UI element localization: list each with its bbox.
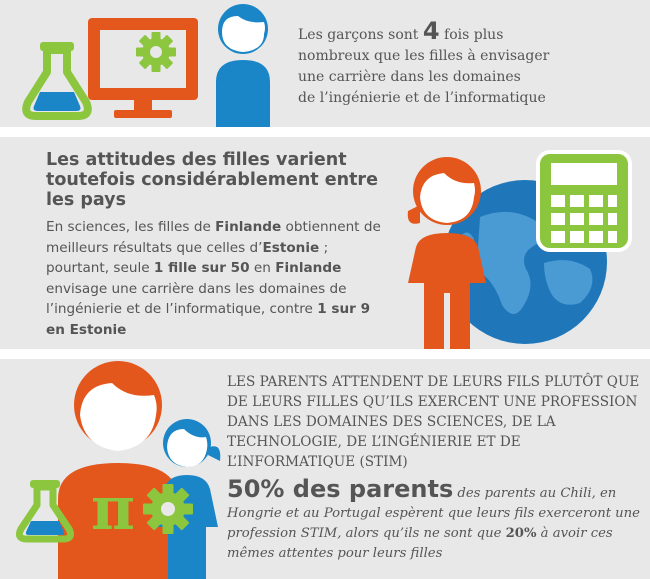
- stat-daughters-percentage: 20%: [505, 526, 537, 541]
- flask-icon: [22, 40, 92, 120]
- text-line: nombreux que les filles à envisager: [298, 48, 550, 64]
- text-line: de l’ingénierie et de l’informatique: [298, 90, 546, 106]
- parents-expectations-panel: [0, 359, 650, 579]
- boys-ratio-number: 4: [422, 17, 440, 45]
- pi-icon: [84, 474, 142, 544]
- panel-title: Les attitudes des filles varient toutefois considérablement entre les pays: [46, 150, 378, 210]
- calculator-icon: [535, 149, 633, 253]
- boys-careers-text: [298, 17, 628, 109]
- text-run: obtiennent de meilleurs résultats que celles d’: [46, 219, 381, 256]
- text-line: une carrière dans les domaines: [298, 69, 521, 85]
- text-run: ; pourtant, seule: [46, 239, 329, 276]
- boys-careers-panel: [0, 0, 650, 127]
- gear-icon: [142, 483, 194, 535]
- svg-text:π: π: [91, 474, 135, 544]
- parents-statistic: [227, 475, 647, 564]
- country-attitudes-panel: [0, 137, 650, 349]
- gear-icon: [135, 31, 177, 73]
- text-run: envisage une carrière dans les domaines de l’ingénierie et de l’informatique, contre: [46, 280, 347, 317]
- estonia-ratio: 1 sur 9 en Estonie: [46, 301, 371, 338]
- text-run: à avoir ces mêmes attentes pour leurs filles: [227, 526, 613, 561]
- country-finland: Finlande: [275, 260, 342, 276]
- text-line: Les garçons sont: [298, 27, 423, 43]
- text-run: en: [249, 260, 276, 276]
- stat-percentage: 50% des parents: [227, 475, 454, 503]
- boy-icon: [208, 2, 278, 127]
- flask-icon: [16, 479, 74, 543]
- country-comparison-text: [46, 217, 391, 340]
- text-line: fois plus: [439, 27, 504, 43]
- girl-icon: [400, 153, 495, 349]
- text-run: des parents au Chili, en Hongrie et au Portugal espèrent que leurs fils exerceront une profession STIM, alors qu’ils ne sont que: [227, 486, 640, 541]
- parents-heading: LES PARENTS ATTENDENT DE LEURS FILS PLUTÔT QUE DE LEURS FILLES QU’ILS EXERCENT UNE PROFESSION DANS LES DOMAINES DES SCIENCES, DE LA TECHNOLOGIE, DE L’INGÉNIERIE ET DE L’INFORMATIQUE (STIM): [227, 374, 640, 470]
- text-run: En sciences, les filles de: [46, 219, 216, 235]
- finland-ratio: 1 fille sur 50: [153, 260, 250, 276]
- country-finland: Finlande: [215, 219, 282, 235]
- country-estonia: Estonie: [262, 239, 320, 256]
